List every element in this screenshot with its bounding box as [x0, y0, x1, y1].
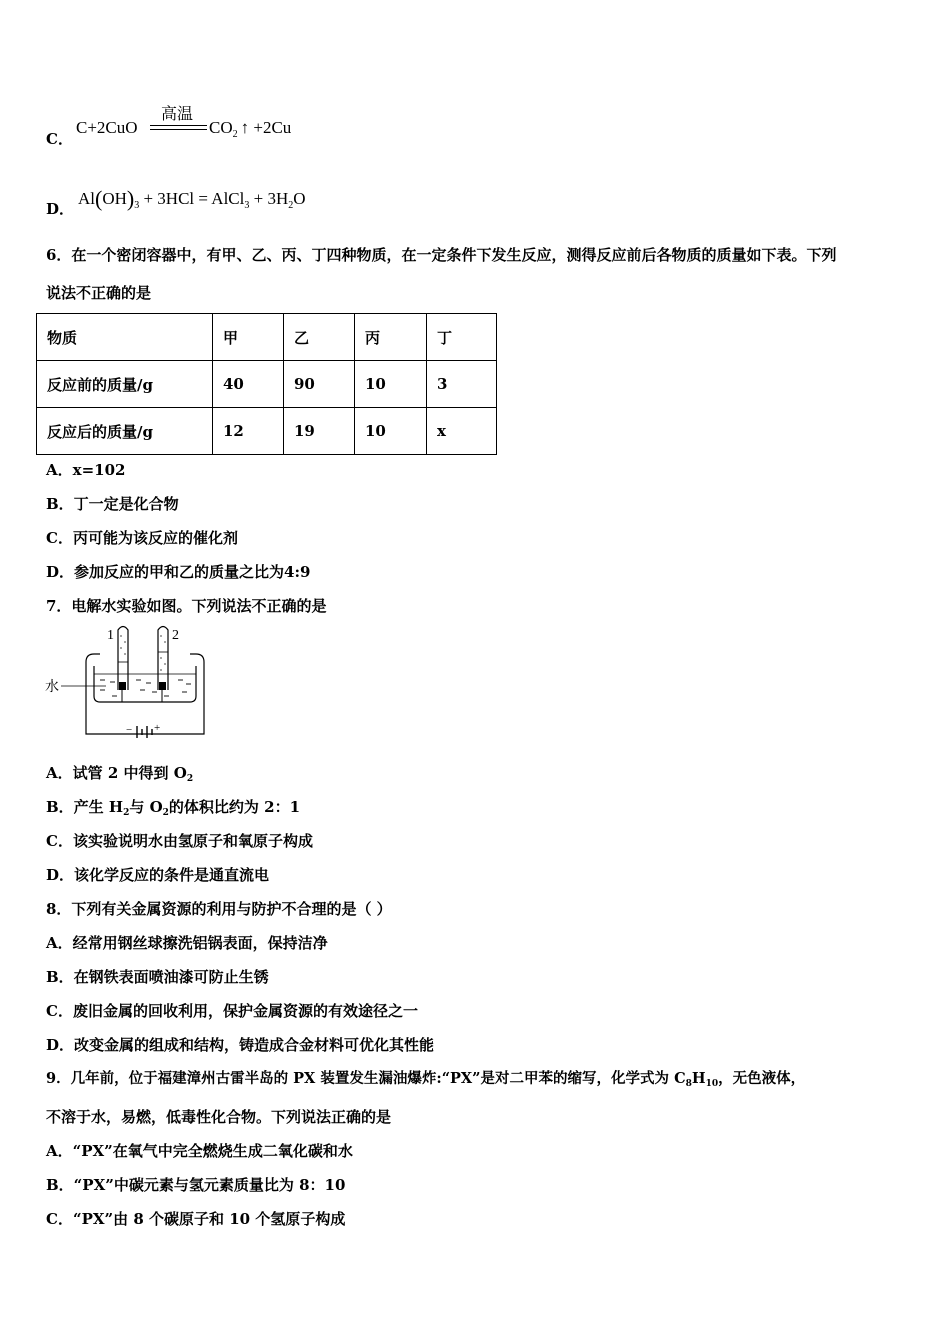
q5-equation-bar-bottom	[150, 129, 207, 130]
q5-option-c-rest: ↑ +2Cu	[240, 118, 292, 137]
q9-stem-line2: 不溶于水，易燃，低毒性化合物。下列说法正确的是	[46, 1108, 392, 1126]
table-cell: 3	[427, 361, 497, 408]
q5-paren-open: (	[95, 186, 103, 211]
table-row	[37, 408, 497, 455]
q8-option-d: D．改变金属的组成和结构，铸造成合金材料可优化其性能	[46, 1036, 435, 1054]
q6-option-a: A．x=102	[46, 461, 126, 479]
table-cell: 19	[284, 408, 355, 455]
q5-oh: OH	[102, 189, 127, 208]
table-cell: 90	[284, 361, 355, 408]
battery-plus-label: +	[154, 722, 161, 734]
q5-mid: + 3HCl = AlCl	[139, 189, 245, 208]
q5-option-c-rhs	[209, 118, 291, 140]
q7-option-a	[46, 763, 193, 789]
electrolysis-diagram	[44, 622, 214, 750]
tube-1-label: 1	[107, 628, 114, 643]
q7-option-b-sub2: 2	[162, 808, 169, 818]
q7-option-d: D．该化学反应的条件是通直流电	[46, 866, 270, 884]
q6-option-d: D．参加反应的甲和乙的质量之比为4:9	[46, 563, 311, 581]
q9-h: H	[691, 1070, 706, 1087]
battery-minus-label: −	[126, 724, 133, 736]
q9-stem-line1	[46, 1069, 805, 1094]
table-header-cell: 乙	[284, 314, 355, 361]
q7-option-a-sub: 2	[186, 774, 194, 784]
q5-alcl-sub: 3	[244, 200, 250, 211]
electrolysis-figure	[44, 622, 214, 750]
table-header-row	[37, 314, 497, 361]
q7-option-b-sub1: 2	[123, 808, 130, 818]
q5-co2-sub: 2	[232, 129, 238, 140]
q6-option-c: C．丙可能为该反应的催化剂	[46, 529, 238, 547]
q9-stem-pre: 9．几年前，位于福建漳州古雷半岛的 PX 装置发生漏油爆炸:“PX”是对二甲苯的缩写，化学式为 C	[46, 1070, 686, 1087]
water-label: 水	[45, 679, 59, 695]
q8-stem: 8．下列有关金属资源的利用与防护不合理的是（ ）	[46, 900, 392, 918]
tube-2-label: 2	[172, 628, 179, 643]
q9-option-a: A．“PX”在氧气中完全燃烧生成二氧化碳和水	[46, 1142, 353, 1160]
q7-option-b-pre: B．产生 H	[46, 798, 124, 816]
q5-option-d-label: D．	[46, 200, 75, 218]
table-cell: 10	[355, 361, 427, 408]
q5-option-d-equation	[78, 186, 306, 212]
table-cell: x	[427, 408, 497, 455]
q5-plus-h: + 3H	[249, 189, 289, 208]
table-header-cell: 丙	[355, 314, 427, 361]
q5-h-sub: 2	[288, 200, 294, 211]
table-cell: 40	[213, 361, 284, 408]
q6-stem-line1: 6．在一个密闭容器中，有甲、乙、丙、丁四种物质，在一定条件下发生反应，测得反应前后各物质的质量如下表。下列	[46, 246, 837, 264]
table-cell: 反应后的质量/g	[37, 408, 213, 455]
q9-option-c: C．“PX”由 8 个碳原子和 10 个氢原子构成	[46, 1210, 346, 1228]
q8-option-c: C．废旧金属的回收利用，保护金属资源的有效途径之一	[46, 1002, 418, 1020]
q7-option-b	[46, 797, 300, 823]
q5-co2: CO	[209, 118, 233, 137]
q9-stem-post: ，无色液体，	[718, 1070, 806, 1087]
q8-option-a: A．经常用钢丝球擦洗铝锅表面，保持洁净	[46, 934, 328, 952]
table-row	[37, 361, 497, 408]
q9-option-b: B．“PX”中碳元素与氢元素质量比为 8：10	[46, 1176, 346, 1194]
table-header-cell: 甲	[213, 314, 284, 361]
q9-h-sub: 10	[705, 1079, 719, 1089]
q6-stem-line2: 说法不正确的是	[46, 284, 152, 302]
table-cell: 12	[213, 408, 284, 455]
q5-paren-close: )	[126, 186, 135, 211]
table-header-cell: 物质	[37, 314, 213, 361]
q5-o: O	[293, 189, 306, 208]
q5-option-c-lhs: C+2CuO	[76, 118, 138, 137]
q6-option-b: B．丁一定是化合物	[46, 495, 179, 513]
q5-oh-sub: 3	[134, 200, 140, 211]
q7-option-c: C．该实验说明水由氢原子和氧原子构成	[46, 832, 313, 850]
q7-stem: 7．电解水实验如图。下列说法不正确的是	[46, 597, 327, 615]
q7-option-a-text: A．试管 2 中得到 O	[46, 764, 187, 782]
table-cell: 反应前的质量/g	[37, 361, 213, 408]
q9-c-sub: 8	[685, 1079, 692, 1089]
q5-equation-bar-top	[150, 125, 207, 126]
q7-option-b-post: 的体积比约为 2：1	[168, 798, 301, 816]
q6-mass-table	[36, 313, 497, 455]
q8-option-b: B．在钢铁表面喷油漆可防止生锈	[46, 968, 269, 986]
q5-al: Al	[78, 189, 95, 208]
table-header-cell: 丁	[427, 314, 497, 361]
q5-option-c-label: C．	[46, 130, 73, 148]
table-cell: 10	[355, 408, 427, 455]
q5-option-c-condition: 高温	[161, 106, 194, 123]
q7-option-b-mid: 与 O	[129, 798, 163, 816]
